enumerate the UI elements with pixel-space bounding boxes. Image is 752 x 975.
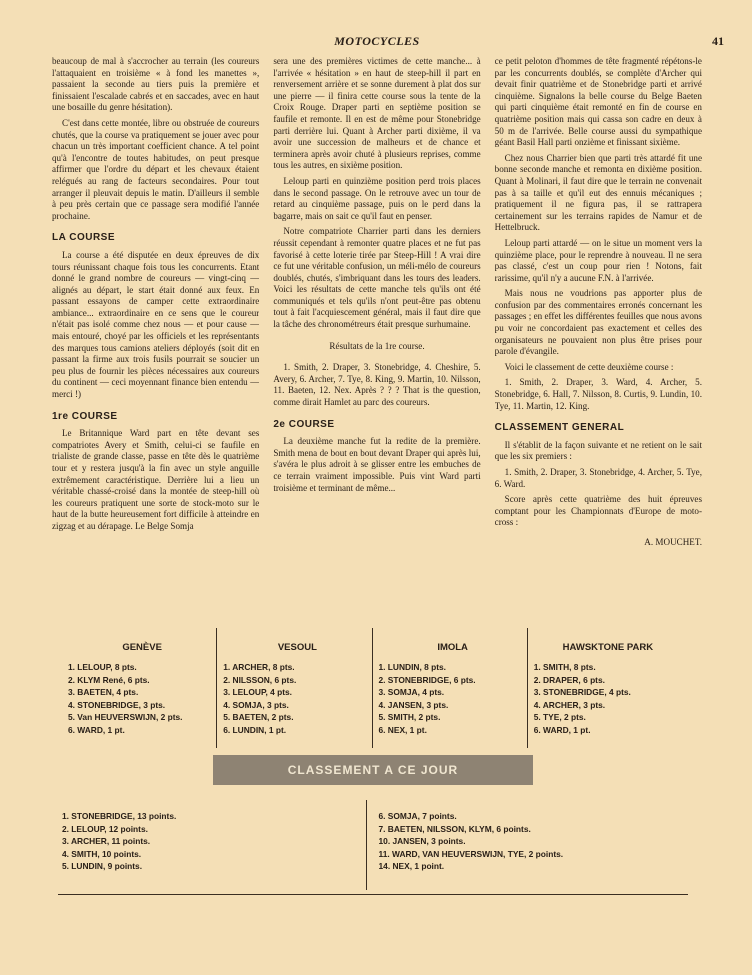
standings-title: CLASSEMENT A CE JOUR <box>287 763 459 777</box>
paragraph: ce petit peloton d'hommes de tête fragmenté répétons-le par les concurrents doublés, se complète d'Archer qui devait finir quatrième et de Stonebridge parti et arrivé cinquième. Signalons la belle course du Belge Baeten qui parti cinquième était remonté en fin de course en quatrième position mais qui cassa son cadre en deux à 50 m de l'arrivée. Belle course aussi du sympathique géant Basil Hall parti onzième et finissant sixième. <box>494 56 702 148</box>
result-entry: 3. LELOUP, 4 pts. <box>223 687 292 698</box>
results-subheading: Résultats de la 1re course. <box>329 340 425 351</box>
result-entry: 3. STONEBRIDGE, 4 pts. <box>533 687 631 698</box>
paragraph: beaucoup de mal à s'accrocher au terrain (les coureurs l'attaquaient en troisième « à fond les manettes », passaient la seconde au tiers puis la première et finissaient l'escalade cabrés et en saccades, avec en haut une bosaille du genre hésitation). <box>52 56 260 113</box>
paragraph: sera une des premières victimes de cette manche... à l'arrivée « hésitation » en haut de steep-hill il part en renversement arrière et se sonne durement à plat dos sur une pierre — il finira cette course sous la tente de la Croix Rouge. Draper parti en septième position se faufile et remonte. Il en est de même pour Stonebridge parti derrière lui. Quant à Archer parti dixième, il va avoir une succession de malheurs et de chance et terminera après avoir chuté à plusieurs reprises, comme tous les autres, en sixième position. <box>273 56 481 171</box>
result-entry: 6. NEX, 1 pt. <box>378 724 427 735</box>
section-heading: 1re COURSE <box>52 410 118 422</box>
overall-standings <box>62 800 682 890</box>
result-entry: 2. NILSSON, 6 pts. <box>223 674 297 685</box>
result-entry: 6. LUNDIN, 1 pt. <box>223 724 287 735</box>
result-entry: 4. ARCHER, 3 pts. <box>533 699 606 710</box>
race-results-grid <box>62 628 682 748</box>
result-entry: 6. WARD, 1 pt. <box>68 724 125 735</box>
standing-entry: 2. LELOUP, 12 points. <box>62 823 148 834</box>
race-name: VESOUL <box>277 642 317 653</box>
standing-entry: 6. SOMJA, 7 points. <box>378 811 457 821</box>
article-column-3 <box>495 56 702 616</box>
paragraph: 1. Smith, 2. Draper, 3. Stonebridge, 4. Archer, 5. Tye, 6. Ward. <box>494 467 702 489</box>
section-heading: CLASSEMENT GENERAL <box>494 422 625 434</box>
result-entry: 5. Van HEUVERSWIJN, 2 pts. <box>68 712 183 723</box>
standing-entry: 7. BAETEN, NILSSON, KLYM, 6 points. <box>378 823 531 834</box>
paragraph: La course a été disputée en deux épreuves de dix tours réunissant chaque fois tous les concurrents. Etant donné le grand nombre de coureurs — vingt-cinq — alignés au départ, le start était donné aux feux. En passant essayons de camper cette extraordinaire ambiance... extraordinaire en ce sens que le coureur n'était pas isolé comme chez nous — et pour cause — mais entouré, choyé par les officiels et les représentants des marques tous camions ateliers déployés (soit dit en passant la firme aux trois fusils pourrait se soucier un peu plus de fournir les pièces nécessaires aux coureurs du continent — ceci moyennant finance bien entendu — merci !) <box>52 249 260 400</box>
paragraph: Leloup parti en quinzième position perd trois places dans le second passage. On le retrouve avec un tour de retard au cinquième passage, puis on le perd dans la bagarre, mais on sait ce qu'il faut en penser. <box>273 175 481 221</box>
standing-entry: 4. SMITH, 10 points. <box>62 848 142 859</box>
result-entry: 2. STONEBRIDGE, 6 pts. <box>378 674 476 685</box>
result-entry: 6. WARD, 1 pt. <box>533 724 591 735</box>
standing-entry: 11. WARD, VAN HEUVERSWIJN, TYE, 2 points. <box>378 848 564 859</box>
page-number: 41 <box>712 34 724 48</box>
result-entry: 1. ARCHER, 8 pts. <box>223 662 295 672</box>
paragraph: Mais nous ne voudrions pas apporter plus de confusion par des commentaires erronés concernant les passages ; en effet les différentes feuilles que nous avons pu voir ne concordaient pas exactement et celles des organisateurs ne pouvaient non plus être prises pour parole d'évangile. <box>494 288 702 357</box>
race-name: HAWSKTONE PARK <box>562 642 654 653</box>
result-entry: 5. TYE, 2 pts. <box>533 712 586 723</box>
article-column-1 <box>52 56 259 616</box>
result-entry: 1. LUNDIN, 8 pts. <box>378 662 446 672</box>
result-entry: 3. BAETEN, 4 pts. <box>68 687 139 698</box>
race-results-hawkstone-park <box>527 628 682 748</box>
result-entry: 5. SMITH, 2 pts. <box>378 712 441 723</box>
result-entry: 2. DRAPER, 6 pts. <box>533 674 605 685</box>
author-signature: A. MOUCHET. <box>644 536 702 547</box>
race-results-imola <box>372 628 527 748</box>
result-entry: 1. SMITH, 8 pts. <box>533 662 596 672</box>
standings-column-right <box>366 800 683 890</box>
standing-entry: 1. STONEBRIDGE, 13 points. <box>62 811 177 821</box>
race-results-geneve <box>62 628 216 748</box>
magazine-title: MOTOCYCLES <box>334 34 420 48</box>
result-entry: 1. LELOUP, 8 pts. <box>68 662 137 672</box>
paragraph: 1. Smith, 2. Draper, 3. Ward, 4. Archer, 5. Stonebridge, 6. Hall, 7. Nilsson, 8. Curtis, 9. Lundin, 10. Tye, 11. Martin, 12. King. <box>494 377 702 411</box>
result-entry: 2. KLYM René, 6 pts. <box>68 674 150 685</box>
standing-entry: 14. NEX, 1 point. <box>378 861 445 872</box>
result-entry: 4. STONEBRIDGE, 3 pts. <box>68 699 166 710</box>
race-name: IMOLA <box>437 642 468 653</box>
standing-entry: 5. LUNDIN, 9 points. <box>62 861 143 872</box>
paragraph: 1. Smith, 2. Draper, 3. Stonebridge, 4. Cheshire, 5. Avery, 6. Archer, 7. Tye, 8. King, 9. Martin, 10. Nilsson, 11. Baeten, 12. Nex. Après ? ? ? That is the question, comme dirait Hamlet au parc des coureurs. <box>273 362 481 408</box>
paragraph: Le Britannique Ward part en tête devant ses compatriotes Avery et Smith, celui-ci se faufile en trialiste de grande classe, passe en tête dès le quatrième tour et y restera jusqu'à la fin avec un style anguille extrêmement caractéristique. Derrière lui a lieu un véritable chassé-croisé dans la montée de steep-hill où les coureurs pratiquent une sorte de stock-moto sur le haut de la butte heureusement fort difficile à atteindre en zigzag et au dérapage. Le Belge Somja <box>52 428 260 531</box>
paragraph: La deuxième manche fut la redite de la première. Smith mena de bout en bout devant Draper qui après lui, s'avéra le plus adroit à se glisser entre les embuches de ce terrain vraiment impossible. Puis vint Ward parti troisième et terminant de même... <box>273 436 481 493</box>
race-results-vesoul <box>216 628 371 748</box>
standing-entry: 10. JANSEN, 3 points. <box>378 836 466 847</box>
result-entry: 4. SOMJA, 3 pts. <box>223 699 289 710</box>
result-entry: 4. JANSEN, 3 pts. <box>378 699 449 710</box>
paragraph: Notre compatriote Charrier parti dans les derniers réussit cependant à remonter quatre places et ne fut pas favorisé à cette loterie tirée par Steep-Hill ! A vrai dire ce fut une véritable confusion, un méli-mélo de coureurs doublés, chutés, s'imbriquant dans les tours des leaders. Voici les résultats de cette manche tels qu'ils ont été communiqués et tels qu'ils n'ont peut-être pas obtenu tout à fait l'acquiescement général, mais il faut dire que la tâche des chronométreurs était presque surhumaine. <box>273 226 481 330</box>
paragraph: Score après cette quatrième des huit épreuves comptant pour les Championnats d'Europe de moto-cross : <box>494 494 702 528</box>
standing-entry: 3. ARCHER, 11 points. <box>62 836 151 847</box>
paragraph: Chez nous Charrier bien que parti très attardé fit une bonne seconde manche et remonta en dixième position. Quant à Molinari, il faut dire que le terrain ne convenait pas à sa taille et qu'il eut des ennuis mécaniques ; pratiquement il ne figura pas, il se rattrapera certainement sur les terrains rapides de Namur et de Hettelbruck. <box>494 152 702 233</box>
result-entry: 3. SOMJA, 4 pts. <box>378 687 445 698</box>
result-entry: 5. BAETEN, 2 pts. <box>223 712 294 723</box>
paragraph: Voici le classement de cette deuxième course : <box>504 361 674 372</box>
paragraph: C'est dans cette montée, libre ou obstruée de coureurs chutés, que la course va pratiquement se jouer avec pour chacun un très important coefficient chance. A tel point qu'à l'encontre de toutes habitudes, on peut presque affirmer que l'ordre du départ et les chevaux étaient relégués au rang de facteurs secondaires. Pour tout arranger il pleuvait depuis le matin. D'ailleurs il semble à peu près certain que ce passage sera modifié l'année prochaine. <box>52 117 260 221</box>
standings-banner <box>213 755 533 785</box>
section-heading: 2e COURSE <box>273 418 335 430</box>
paragraph: Il s'établit de la façon suivante et ne retient on le sait que les six premiers : <box>494 439 702 462</box>
article-body <box>52 56 702 616</box>
standings-column-left <box>62 800 366 890</box>
paragraph: Leloup parti attardé — on le situe un moment vers la quinzième place, pour le reprendre à nouveau. Il ne sera pas classé, c'est un coup pour rien ! Notons, fait rarissime, qu'il n'y a aucune F.N. à l'arrivée. <box>494 237 702 283</box>
race-name: GENÈVE <box>122 642 162 653</box>
article-column-2 <box>273 56 480 616</box>
section-heading: LA COURSE <box>52 232 116 244</box>
page-header <box>52 34 724 50</box>
